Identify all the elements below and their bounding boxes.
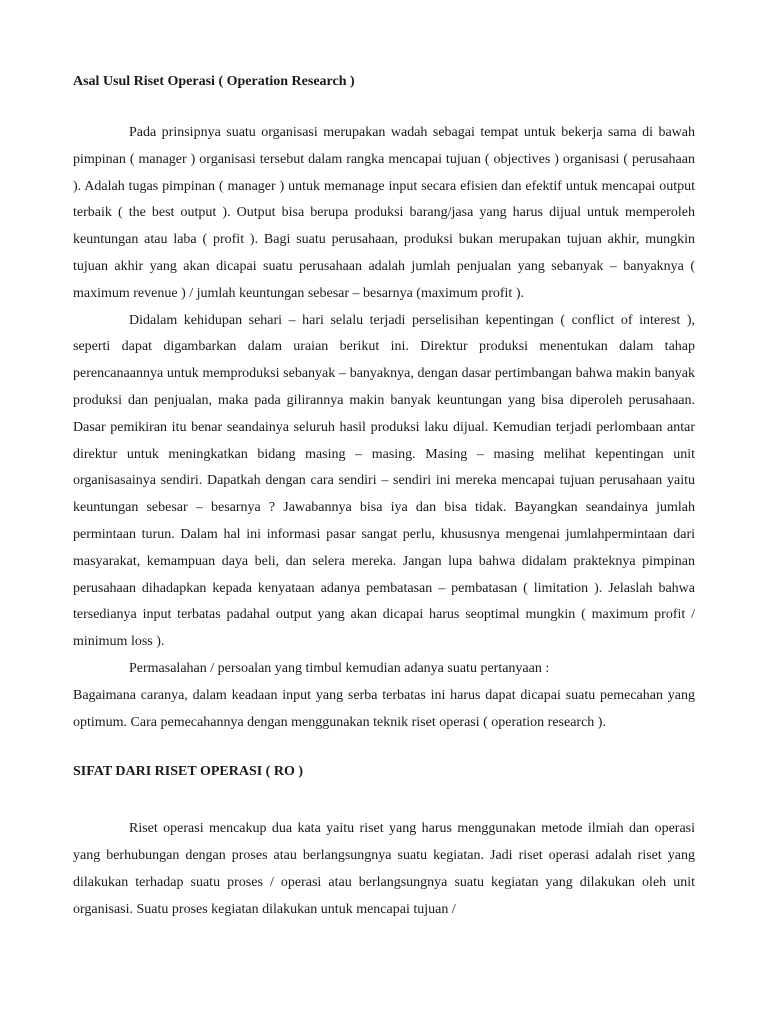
paragraph-prinsip-organisasi: Pada prinsipnya suatu organisasi merupakan wadah sebagai tempat untuk bekerja sama di bawah pimpinan ( manager ) organisasi tersebut dalam rangka mencapai tujuan ( objectives ) organisasi ( perusahaan ). Adalah tugas pimpinan ( manager ) untuk memanage input secara efisien dan efektif untuk mencapai output terbaik ( the best output ). Output bisa berupa produksi barang/jasa yang harus dijual untuk memperoleh keuntungan atau laba ( profit ). Bagi suatu perusahaan, produksi bukan merupakan tujuan akhir, mungkin tujuan akhir yang akan dicapai suatu perusahaan adalah jumlah penjualan yang sebanyak – banyaknya ( maximum revenue ) / jumlah keuntungan sebesar – besarnya (maximum profit ). [73, 125, 695, 301]
paragraph-definisi-riset-operasi: Riset operasi mencakup dua kata yaitu riset yang harus menggunakan metode ilmiah dan operasi yang berhubungan dengan proses atau berlangsungnya suatu kegiatan. Jadi riset operasi adalah riset yang dilakukan terhadap suatu proses / operasi atau berlangsungnya suatu kegiatan yang dilakukan oleh unit organisasi. Suatu proses kegiatan dilakukan untuk mencapai tujuan / [73, 821, 695, 917]
section-sifat-ro-body [73, 816, 695, 923]
section-heading-sifat-ro: SIFAT DARI RISET OPERASI ( RO ) [73, 764, 304, 780]
section-heading-asal-usul: Asal Usul Riset Operasi ( Operation Research ) [73, 74, 355, 89]
paragraph-permasalahan: Permasalahan / persoalan yang timbul kemudian adanya suatu pertanyaan : [129, 660, 550, 676]
paragraph-pertanyaan: Bagaimana caranya, dalam keadaan input yang serba terbatas ini harus dapat dicapai suatu pemecahan yang optimum. Cara pemecahannya dengan menggunakan teknik riset operasi ( operation research ). [73, 687, 695, 730]
section-asal-usul-body [73, 120, 695, 736]
paragraph-konflik-kepentingan: Didalam kehidupan sehari – hari selalu terjadi perselisihan kepentingan ( conflict of interest ), seperti dapat digambarkan dalam uraian berikut ini. Direktur produksi menentukan dalam tahap perencanaannya untuk memproduksi sebanyak – banyaknya, dengan dasar pertimbangan bahwa makin banyak produksi dan penjualan, maka pada gilirannya makin banyak keuntungan yang bisa diperoleh perusahaan. Dasar pemikiran itu benar seandainya seluruh hasil produksi laku dijual. Kemudian terjadi perlombaan antar direktur untuk meningkatkan bidang masing – masing. Masing – masing melihat kepentingan unit organisasainya sendiri. Dapatkah dengan cara sendiri – sendiri ini mereka mencapai tujuan perusahaan yaitu keuntungan sebesar – besarnya ? Jawabannya bisa iya dan bisa tidak. Bayangkan seandainya jumlah permintaan turun. Dalam hal ini informasi pasar sangat perlu, khususnya mengenai jumlahpermintaan dari masyarakat, kemampuan daya beli, dan selera mereka. Jangan lupa bahwa didalam prakteknya pimpinan perusahaan dihadapkan kepada kenyataan adanya pembatasan – pembatasan ( limitation ). Jelaslah bahwa tersedianya input terbatas padahal output yang akan dicapai harus seoptimal mungkin ( maximum profit / minimum loss ). [73, 312, 695, 650]
